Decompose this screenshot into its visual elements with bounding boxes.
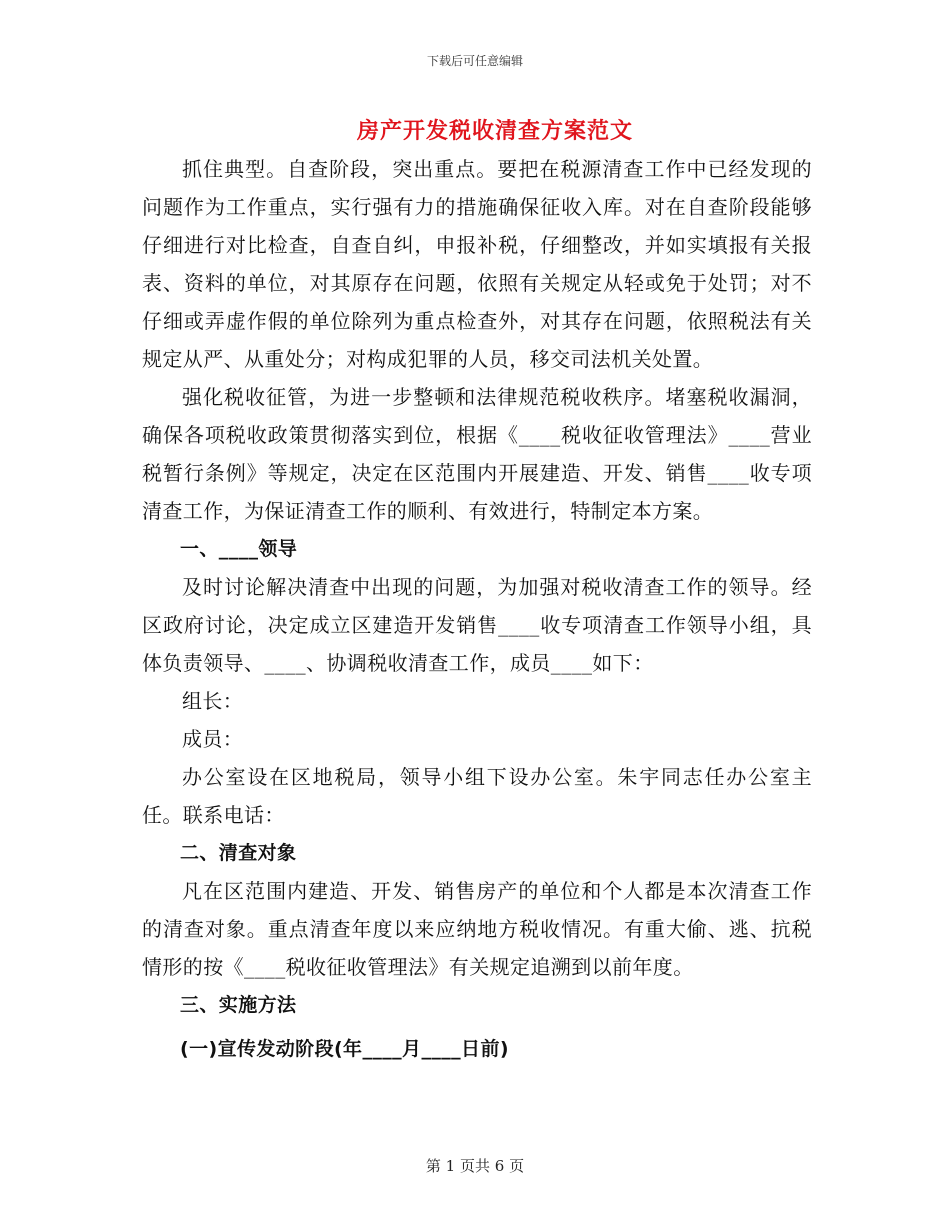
- document-title: 房产开发税收清查方案范文: [356, 118, 633, 144]
- paragraph-typical-cases: 抓住典型。自查阶段，突出重点。要把在税源清查工作中已经发现的问题作为工作重点，实行强有力的措施确保征收入库。对在自查阶段能够仔细进行对比检查，自查自纠，申报补税，仔细整改，并如实填报有关报表、资料的单位，对其原存在问题，依照有关规定从轻或免于处罚；对不仔细或弄虚作假的单位除列为重点检查外，对其存在问题，依照税法有关规定从严、从重处分；对构成犯罪的人员，移交司法机关处置。: [142, 157, 812, 371]
- section-heading-targets: 二、清查对象: [180, 842, 297, 864]
- section-heading-methods: 三、实施方法: [180, 994, 297, 1016]
- paragraph-members: 成员：: [182, 727, 244, 751]
- section-heading-leadership: 一、____领导: [180, 538, 298, 560]
- document-body: [142, 150, 812, 1068]
- subsection-heading-publicity: (一)宣传发动阶段(年____月____日前): [180, 1038, 509, 1060]
- paragraph-targets: 凡在区范围内建造、开发、销售房产的单位和个人都是本次清查工作的清查对象。重点清查年度以来应纳地方税收情况。有重大偷、逃、抗税情形的按《____税收征收管理法》有关规定追溯到以前年度。: [142, 879, 812, 979]
- paragraph-group-leader: 组长：: [182, 689, 244, 713]
- page-number: 第 1 页共 6 页: [425, 1157, 525, 1175]
- paragraph-strengthen-collection: 强化税收征管，为进一步整顿和法律规范税收秩序。堵塞税收漏洞，确保各项税收政策贯彻落实到位，根据《____税收征收管理法》____营业税暂行条例》等规定，决定在区范围内开展建造、开发、销售____收专项清查工作，为保证清查工作的顺利、有效进行，特制定本方案。: [142, 385, 812, 523]
- paragraph-office: 办公室设在区地税局，领导小组下设办公室。朱宇同志任办公室主任。联系电话：: [142, 765, 812, 827]
- page-header-note: 下载后可任意编辑: [426, 54, 523, 68]
- paragraph-leading-group: 及时讨论解决清查中出现的问题，为加强对税收清查工作的领导。经区政府讨论，决定成立区建造开发销售____收专项清查工作领导小组，具体负责领导、____、协调税收清查工作，成员____如下：: [142, 575, 812, 675]
